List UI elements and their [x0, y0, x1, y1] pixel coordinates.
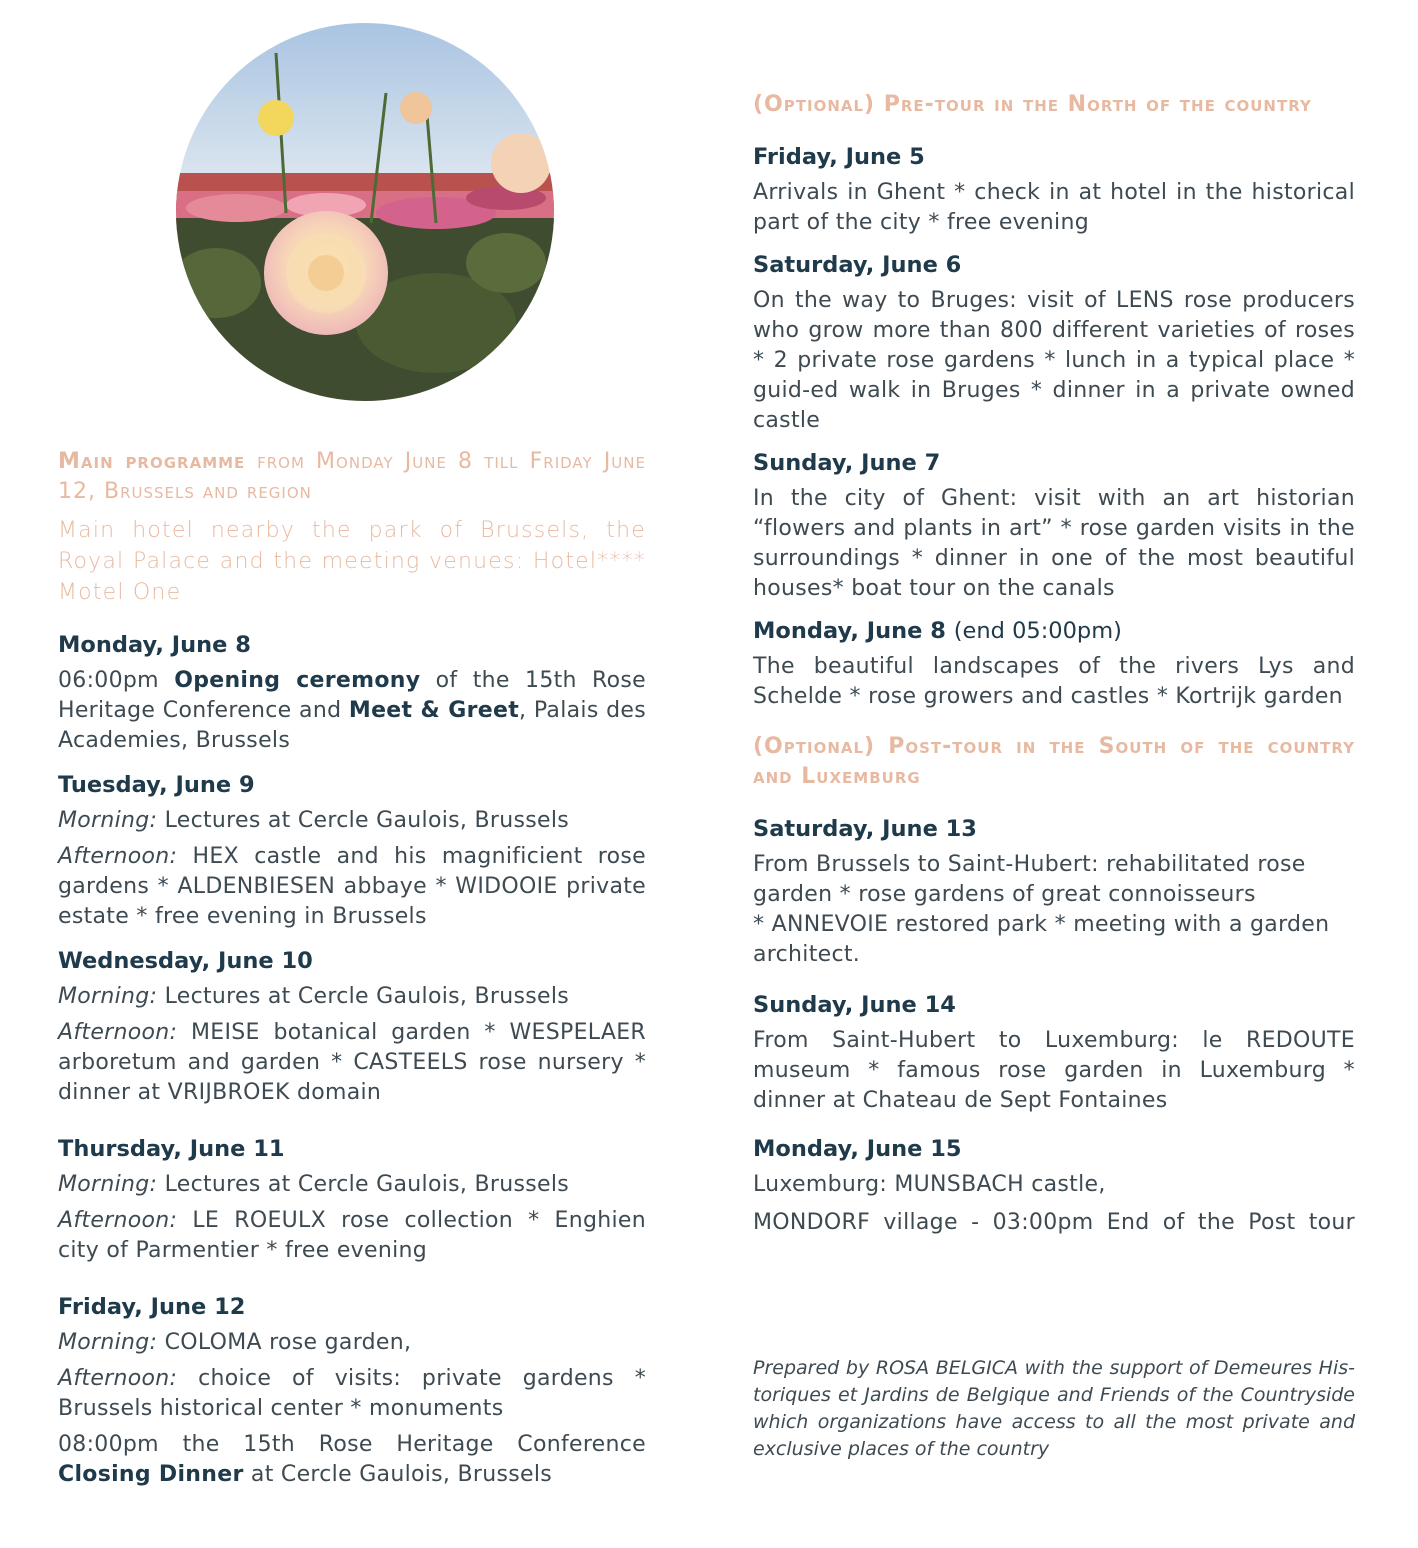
- day-title-tue9: Tuesday, June 9: [58, 772, 255, 798]
- post-day-text: Luxemburg: MUNSBACH castle,: [753, 1172, 1106, 1197]
- tours-column: [753, 90, 1355, 1238]
- day-title-wed10: Wednesday, June 10: [58, 948, 313, 974]
- post-day-text: From Saint-Hubert to Luxemburg: le REDOUTE museum * famous rose garden in Luxemburg * dinner at Chateau de Sept Fontaines: [753, 1028, 1355, 1113]
- credit-text: Prepared by ROSA BELGICA with the support of Demeures His-toriques et Jardins de Belgique and Friends of the Countryside which organizations have access to all the most private and exclusive places of the country: [753, 1357, 1355, 1460]
- mon8-mid: of the 15th Rose Heritage Conference and: [58, 668, 647, 723]
- credit-block: [753, 1355, 1355, 1463]
- pre-day-note: (end 05:00pm): [953, 618, 1122, 644]
- day-title-thu11: Thursday, June 11: [58, 1136, 285, 1162]
- morning-label: Morning:: [58, 984, 158, 1009]
- morning-label: Morning:: [58, 808, 158, 833]
- afternoon-label: Afternoon:: [58, 844, 178, 869]
- main-programme-title-bold: Main programme: [58, 449, 246, 474]
- fri12-afternoon: [58, 1364, 646, 1424]
- wed10-afternoon: [58, 1018, 646, 1108]
- meet-and-greet: Meet & Greet: [348, 698, 520, 723]
- pre-day-title-mon8: [753, 616, 1355, 646]
- day-title-mon8: Monday, June 8: [58, 632, 251, 658]
- post-day-title: Sunday, June 14: [753, 992, 956, 1018]
- morning-label: Morning:: [58, 1330, 158, 1355]
- pre-day-text: In the city of Ghent: visit with an art historian “flowers and plants in art” * rose garden visits in the surroundings * dinner in one of the most beautiful houses* boat tour on the canals: [753, 486, 1355, 601]
- afternoon-text: HEX castle and his magnificient rose gardens * ALDENBIESEN abbaye * WIDOOIE private estate * free evening in Brussels: [58, 844, 647, 929]
- pre-day-text: The beautiful landscapes of the rivers Lys and Schelde * rose growers and castles * Kortrijk garden: [753, 654, 1355, 709]
- post-day-text-2: MONDORF village - 03:00pm End of the Post tour: [753, 1210, 1355, 1235]
- morning-text: Lectures at Cercle Gaulois, Brussels: [164, 1172, 569, 1197]
- afternoon-text: MEISE botanical garden * WESPELAER arboretum and garden * CASTEELS rose nursery * dinner at VRIJBROEK domain: [58, 1020, 646, 1105]
- main-hotel-text: Main hotel nearby the park of Brussels, the Royal Palace and the meeting venues: Hotel**** Motel One: [58, 518, 646, 605]
- closing-dinner: Closing Dinner: [58, 1462, 244, 1487]
- tue9-morning: [58, 806, 646, 836]
- afternoon-label: Afternoon:: [58, 1366, 178, 1391]
- afternoon-label: Afternoon:: [58, 1020, 178, 1045]
- opening-ceremony: Opening ceremony: [174, 668, 421, 693]
- afternoon-text: choice of visits: private gardens * Brussels historical center * monuments: [58, 1366, 646, 1421]
- main-programme-title: [58, 447, 646, 507]
- post-day-title: Saturday, June 13: [753, 816, 977, 842]
- wed10-morning: [58, 982, 646, 1012]
- pre-day-text: Arrivals in Ghent * check in at hotel in the historical part of the city * free evening: [753, 180, 1355, 235]
- fri12-morning: [58, 1328, 646, 1358]
- mon8-end: , Palais des Academies, Brussels: [58, 698, 646, 753]
- morning-text: Lectures at Cercle Gaulois, Brussels: [164, 808, 569, 833]
- thu11-morning: [58, 1170, 646, 1200]
- post-day-text: From Brussels to Saint-Hubert: rehabilitated rose garden * rose gardens of great connoisseurs: [753, 852, 1306, 907]
- morning-label: Morning:: [58, 1172, 158, 1197]
- day-title-fri12: Friday, June 12: [58, 1294, 246, 1320]
- mon8-time: 06:00pm: [58, 668, 159, 693]
- pre-day-title: Sunday, June 7: [753, 450, 941, 476]
- post-day-title: Monday, June 15: [753, 1136, 962, 1162]
- tue9-afternoon: [58, 842, 646, 932]
- evening-text: 08:00pm the 15th Rose Heritage Conference: [58, 1432, 646, 1457]
- afternoon-label: Afternoon:: [58, 1208, 178, 1233]
- rose-field-image: [176, 23, 554, 401]
- pre-day-text: On the way to Bruges: visit of LENS rose producers who grow more than 800 different varieties of roses * 2 private rose gardens * lunch in a typical place * guid-ed walk in Bruges * dinner in a private owned castle: [753, 288, 1355, 433]
- fri12-evening: [58, 1430, 646, 1490]
- post-day-text-2: * ANNEVOIE restored park * meeting with a garden architect.: [753, 912, 1330, 967]
- thu11-afternoon: [58, 1206, 646, 1266]
- rose-photo: [176, 23, 554, 401]
- pre-day-title-text: Monday, June 8: [753, 618, 946, 644]
- day-text-mon8: [58, 666, 646, 756]
- main-programme-title-rest: from Monday June 8 till Friday June 12, Brussels and region: [58, 449, 646, 504]
- morning-text: COLOMA rose garden,: [164, 1330, 412, 1355]
- main-programme-column: [58, 447, 646, 1490]
- pre-day-title: Friday, June 5: [753, 144, 925, 170]
- morning-text: Lectures at Cercle Gaulois, Brussels: [164, 984, 569, 1009]
- post-tour-title: (Optional) Post-tour in the South of the country and Luxemburg: [753, 734, 1355, 789]
- pre-tour-title: (Optional) Pre-tour in the North of the country: [753, 92, 1312, 117]
- closing-rest: at Cercle Gaulois, Brussels: [250, 1462, 553, 1487]
- afternoon-text: LE ROEULX rose collection * Enghien city of Parmentier * free evening: [58, 1208, 646, 1263]
- pre-day-title: Saturday, June 6: [753, 252, 962, 278]
